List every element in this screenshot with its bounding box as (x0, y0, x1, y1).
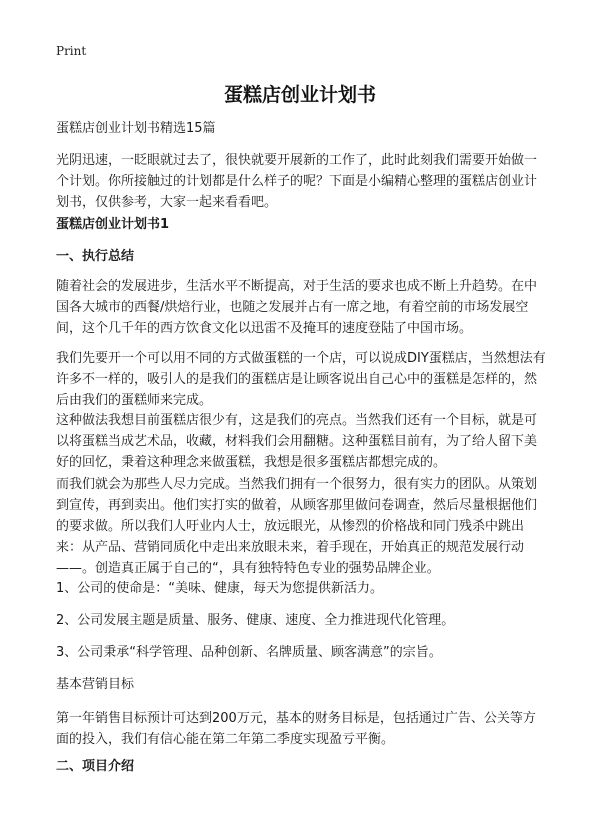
print-label: Print (56, 44, 87, 58)
paragraph-4: 而我们就会为那些人尽力完成。当然我们拥有一个很努力，很有实力的团队。从策划到宣传，再到卖出。他们实打实的做着，从顾客那里做问卷调查，然后尽量根据他们的要求做。所以我们人吁业内人士，放远眼光，从惨烈的价格战和同门残杀中跳出来：从产品、营销同质化中走出来放眼未来，着手现在，开始真正的规范发展行动——。创造真正属于自己的“，具有独特特色专业的强势品牌企业。 (56, 477, 538, 576)
paragraph-3: 这种做法我想目前蛋糕店很少有，这是我们的亮点。当然我们还有一个目标，就是可以将蛋糕当成艺术品，收藏，材料我们会用翻糖。这种蛋糕目前有，为了给人留下美好的回忆，秉着这种理念来做蛋糕，我想是很多蛋糕店都想完成的。 (56, 413, 538, 470)
paragraph-5: 第一年销售目标预计可达到200万元，基本的财务目标是，包括通过广告、公关等方面的投入，我们有信心能在第二年第二季度实现盈亏平衡。 (56, 711, 536, 747)
heading-executive-summary: 一、执行总结 (56, 249, 135, 264)
paragraph-2: 我们先要开一个可以用不同的方式做蛋糕的一个店，可以说成DIY蛋糕店，当然想法有许多不一样的，吸引人的是我们的蛋糕店是让顾客说出自己心中的蛋糕是怎样的，然后由我们的蛋糕师来完成。 (56, 351, 546, 408)
document-title: 蛋糕店创业计划书 (223, 84, 376, 106)
list-item-theme: 2、公司发展主题是质量、服务、健康、速度、全力推进现代化管理。 (56, 613, 455, 628)
heading-marketing-goal: 基本营销目标 (56, 677, 135, 692)
list-item-principle: 3、公司秉承“科学管理、品种创新、名牌质量、顾客满意”的宗旨。 (56, 645, 442, 660)
list-item-mission: 1、公司的使命是：“美味、健康，每天为您提供新活力。 (56, 581, 384, 596)
section-title: 蛋糕店创业计划书1 (56, 217, 170, 232)
intro-paragraph: 光阴迅速，一眨眼就过去了，很快就要开展新的工作了，此时此刻我们需要开始做一个计划。你所接触过的计划都是什么样子的呢？下面是小编精心整理的蛋糕店创业计划书，仅供参考，大家一起来看看吧。 (56, 153, 538, 210)
paragraph-1: 随着社会的发展进步，生活水平不断提高，对于生活的要求也成不断上升趋势。在中国各大城市的西餐/烘焙行业，也随之发展并占有一席之地，有着空前的市场发展空间，这个几千年的西方饮食文化以迅雷不及掩耳的速度登陆了中国市场。 (56, 279, 538, 336)
document-subtitle: 蛋糕店创业计划书精选15篇 (56, 121, 216, 136)
heading-project-intro: 二、项目介绍 (56, 759, 135, 774)
